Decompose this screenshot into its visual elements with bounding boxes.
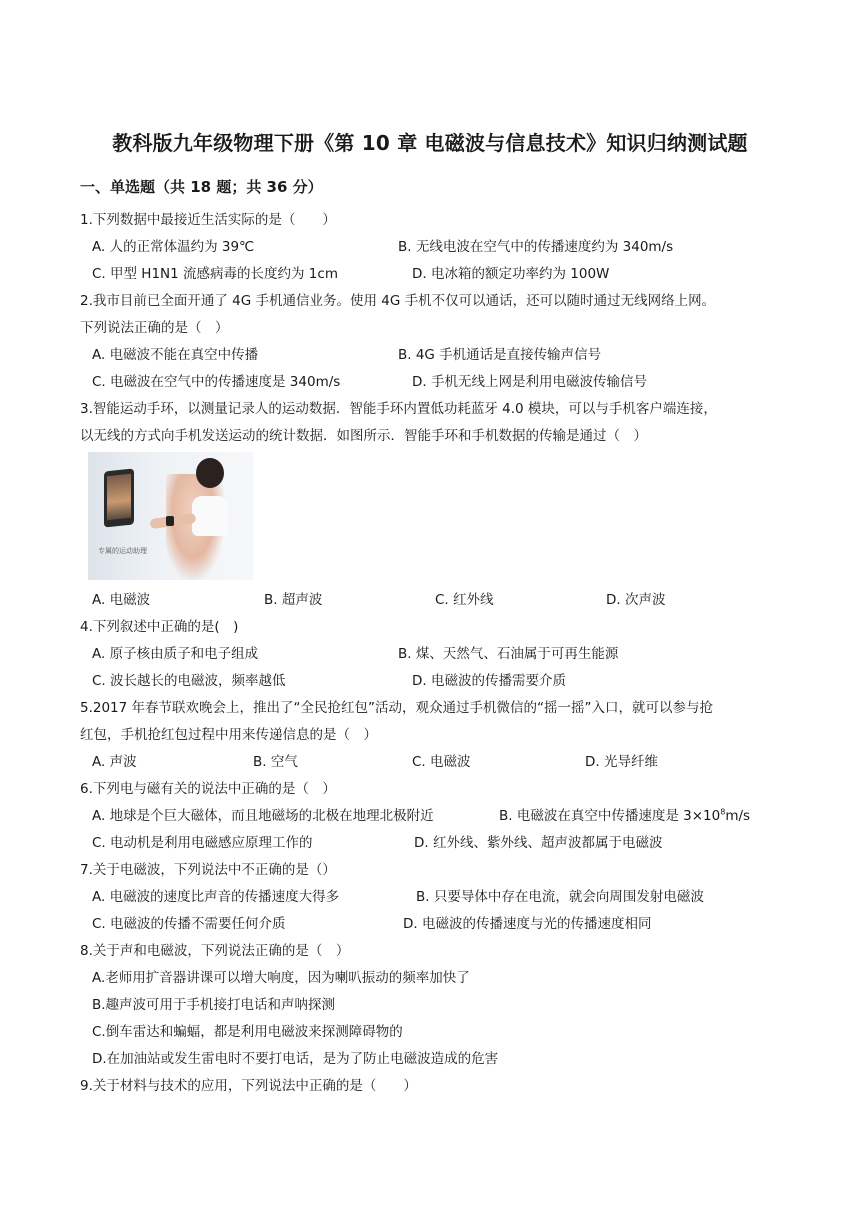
question-5-option-a: A. 声波 (92, 754, 137, 770)
question-2-stem-line-2: 下列说法正确的是（ ） (80, 320, 229, 336)
figure-caption: 专属的运动助理 (98, 547, 147, 555)
question-3-stem-line-1: 3.智能运动手环，以测量记录人的运动数据．智能手环内置低功耗蓝牙 4.0 模块，可以与手机客户端连接， (80, 401, 717, 417)
question-5-option-d: D. 光导纤维 (585, 754, 658, 770)
question-4-stem: 4.下列叙述中正确的是( ) (80, 619, 239, 635)
question-2-stem-line-1: 2.我市目前已全面开通了 4G 手机通信业务。使用 4G 手机不仅可以通话，还可以随时通过无线网络上网。 (80, 293, 716, 309)
question-1-option-c: C. 甲型 H1N1 流感病毒的长度约为 1cm (92, 266, 338, 282)
question-8-option-d: D.在加油站或发生雷电时不要打电话，是为了防止电磁波造成的危害 (92, 1051, 499, 1067)
question-3-option-b: B. 超声波 (264, 592, 323, 608)
page-title: 教科版九年级物理下册《第 10 章 电磁波与信息技术》知识归纳测试题 (112, 131, 748, 155)
question-4-option-c: C. 波长越长的电磁波，频率越低 (92, 673, 286, 689)
question-5-option-c: C. 电磁波 (412, 754, 471, 770)
question-4-option-b: B. 煤、天然气、石油属于可再生能源 (398, 646, 619, 662)
question-9-stem: 9.关于材料与技术的应用，下列说法中正确的是（ ） (80, 1078, 417, 1094)
question-2-option-c: C. 电磁波在空气中的传播速度是 340m/s (92, 374, 341, 390)
question-5-stem-line-1: 5.2017 年春节联欢晚会上，推出了“全民抢红包”活动，观众通过手机微信的“摇一摇”入口，就可以参与抢 (80, 700, 714, 716)
question-7-option-a: A. 电磁波的速度比声音的传播速度大得多 (92, 889, 340, 905)
question-8-option-c: C.倒车雷达和蝙蝠，都是利用电磁波来探测障碍物的 (92, 1024, 403, 1040)
question-3-stem-line-2: 以无线的方式向手机发送运动的统计数据．如图所示．智能手环和手机数据的传输是通过（ ） (80, 428, 647, 444)
question-7-option-b: B. 只要导体中存在电流，就会向周围发射电磁波 (416, 889, 704, 905)
question-7-stem: 7.关于电磁波，下列说法中不正确的是（） (80, 862, 336, 878)
smartphone-image (104, 468, 134, 527)
question-1-option-d: D. 电冰箱的额定功率约为 100W (412, 266, 610, 282)
question-6-option-a: A. 地球是个巨大磁体，而且地磁场的北极在地理北极附近 (92, 808, 434, 824)
question-2-option-a: A. 电磁波不能在真空中传播 (92, 347, 259, 363)
question-7-option-d: D. 电磁波的传播速度与光的传播速度相同 (403, 916, 652, 932)
question-2-option-d: D. 手机无线上网是利用电磁波传输信号 (412, 374, 647, 390)
question-3-option-c: C. 红外线 (435, 592, 494, 608)
question-4-option-a: A. 原子核由质子和电子组成 (92, 646, 259, 662)
question-8-option-a: A.老师用扩音器讲课可以增大响度，因为喇叭振动的频率加快了 (92, 970, 470, 986)
question-3-option-d: D. 次声波 (606, 592, 666, 608)
question-8-option-b: B.趣声波可用于手机接打电话和声呐探测 (92, 997, 336, 1013)
question-5-option-b: B. 空气 (253, 754, 298, 770)
question-1-option-a: A. 人的正常体温约为 39℃ (92, 239, 255, 255)
question-3-option-a: A. 电磁波 (92, 592, 151, 608)
question-1-stem: 1.下列数据中最接近生活实际的是（ ） (80, 212, 336, 228)
question-6-option-c: C. 电动机是利用电磁感应原理工作的 (92, 835, 313, 851)
question-6-stem: 6.下列电与磁有关的说法中正确的是（ ） (80, 781, 336, 797)
question-6-option-d: D. 红外线、紫外线、超声波都属于电磁波 (414, 835, 663, 851)
fitness-band-photo (88, 452, 253, 580)
fitness-band-icon (166, 516, 174, 526)
question-2-option-b: B. 4G 手机通话是直接传输声信号 (398, 347, 602, 363)
question-8-stem: 8.关于声和电磁波，下列说法正确的是（ ） (80, 943, 350, 959)
question-5-stem-line-2: 红包，手机抢红包过程中用来传递信息的是（ ） (80, 727, 377, 743)
section-heading: 一、单选题（共 18 题；共 36 分） (80, 178, 323, 196)
question-7-option-c: C. 电磁波的传播不需要任何介质 (92, 916, 286, 932)
question-1-option-b: B. 无线电波在空气中的传播速度约为 340m/s (398, 239, 674, 255)
question-6-option-b: B. 电磁波在真空中传播速度是 $3\times 10^8m/s$ (499, 807, 751, 824)
question-4-option-d: D. 电磁波的传播需要介质 (412, 673, 566, 689)
